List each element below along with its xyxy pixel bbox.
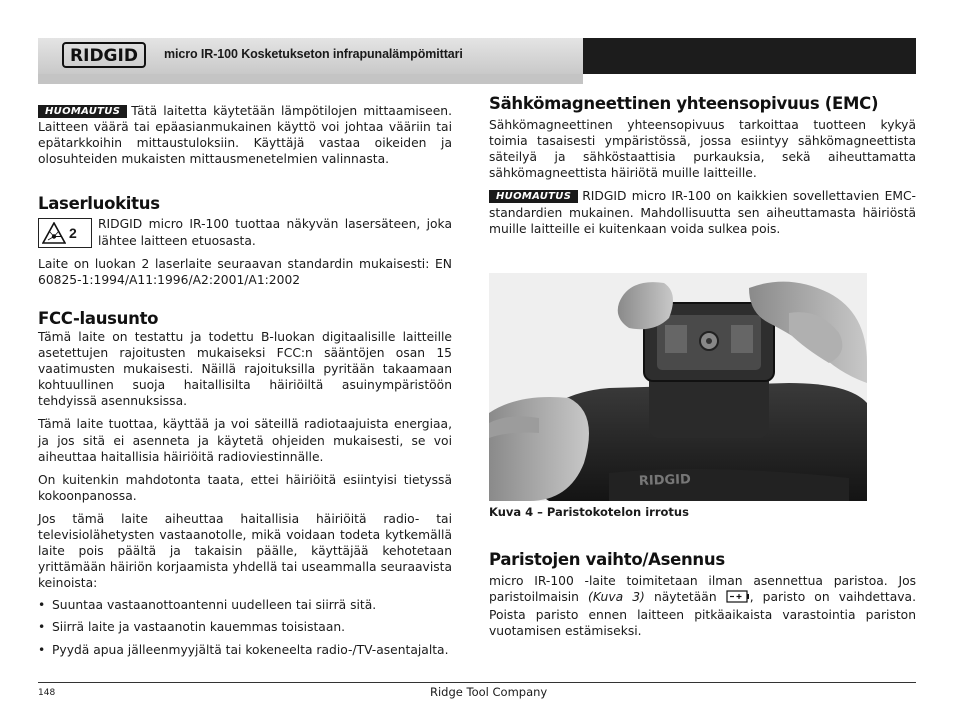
note-text: Tätä laitetta käytetään lämpötilojen mittaamiseen. Laitteen väärä tai epäasianmukainen käyttö voi johtaa vääriin tai epätarkkoihin mittaustuloksiin. Käyttäjä vastaa oikeiden ja olosuhteiden mukaisten mittausmenetelmien valinnasta. [38, 104, 452, 167]
battery-text-before: micro IR-100 -laite toimitetaan ilman asennettua paristoa. Jos paristoilmaisin [489, 574, 916, 605]
laser-text: RIDGID micro IR-100 tuottaa näkyvän lasersäteen, joka lähtee laitteen etuosasta. [98, 217, 452, 248]
battery-paragraph [489, 573, 916, 639]
ridgid-logo [62, 42, 146, 68]
laser-warning-icon [39, 220, 69, 246]
fcc-bullet-list [38, 597, 452, 657]
battery-section [489, 552, 916, 639]
emc-heading: Sähkömagneettinen yhteensopivuus (EMC) [489, 94, 879, 113]
list-item: • Siirrä laite ja vastaanotin kauemmas toisistaan. [38, 619, 452, 635]
battery-text-mid: näytetään [653, 590, 717, 605]
figure-caption: Kuva 4 – Paristokotelon irrotus [489, 505, 689, 519]
list-item: • Suuntaa vastaanottoantenni uudelleen tai siirrä sitä. [38, 597, 452, 613]
emc-paragraph: Sähkömagneettinen yhteensopivuus tarkoittaa tuotteen kykyä toimia tasaisesti ympäristössä, jossa esiintyy sähkömagneettista säteilyä ja sähköstaattisia purkauksia, sekä aiheuttamatta sähkömagneettista häiriötä muille laitteille. [489, 118, 916, 181]
laser-class-sign [38, 218, 92, 248]
header-black-block [583, 38, 916, 74]
page-number: 148 [38, 688, 56, 698]
battery-removal-illustration [489, 273, 867, 501]
laser-heading: Laserluokitus [38, 194, 160, 214]
fcc-paragraph-3: On kuitenkin mahdotonta taata, ettei häiriöitä esiintyisi tietyssä kokoonpanossa. [38, 472, 452, 503]
laser-row [38, 216, 452, 248]
footer-divider [38, 682, 916, 683]
note-badge: HUOMAUTUS [489, 190, 578, 203]
battery-text-after: , paristo on vaihdettava. Poista paristo ennen laitteen pitkäaikaista varastointia pariston vuotamisen estämiseksi. [489, 590, 916, 639]
fcc-paragraph-2: Tämä laite tuottaa, käyttää ja voi säteillä radiotaajuista energiaa, ja jos sitä ei asenneta ja käytetä ohjeiden mukaisesti, se voi aiheuttaa haitallisia häiriöitä radioviestinnälle. [38, 417, 452, 464]
laser-class-number: 2 [69, 225, 77, 242]
laser-standard: Laite on luokan 2 laserlaite seuraavan standardin mukaisesti: EN 60825-1:1994/A11:1996/A2:2001/A1:2002 [38, 256, 452, 287]
list-item: • Pyydä apua jälleenmyyjältä tai kokeneelta radio-/TV-asentajalta. [38, 642, 452, 658]
note-badge: HUOMAUTUS [38, 105, 127, 118]
figure-reference: (Kuva 3) [588, 590, 645, 605]
emc-note-paragraph [489, 188, 916, 236]
device-brand-text: RIDGID [638, 472, 692, 489]
document-title: micro IR-100 Kosketukseton infrapunalämpömittari [164, 47, 463, 61]
note-paragraph [38, 103, 452, 167]
header-underline [38, 74, 583, 84]
battery-removal-photo [489, 273, 867, 501]
battery-indicator-icon [726, 590, 750, 607]
left-column [38, 103, 452, 658]
logo-text: RIDGID [70, 46, 138, 66]
battery-heading: Paristojen vaihto/Asennus [489, 550, 725, 569]
fcc-paragraph-1: Tämä laite on testattu ja todettu B-luokan digitaalisille laitteille asetettujen rajoitusten mukaiseksi FCC:n sääntöjen osan 15 vaatimusten mukaisesti. Näillä rajoituksilla pyritään takaamaan kohtuullinen suoja haitallisilta häiriöiltä asuinympäristöön tehdyissä asennuksissa. [38, 329, 452, 409]
footer-company: Ridge Tool Company [430, 685, 548, 699]
fcc-heading: FCC-lausunto [38, 308, 159, 328]
right-column [489, 96, 916, 237]
note-text: RIDGID micro IR-100 on kaikkien sovellettavien EMC-standardien mukainen. Mahdollisuutta sen aiheuttamasta häiriöstä muille laitteille ei kuitenkaan voida sulkea pois. [489, 189, 916, 236]
fcc-paragraph-4: Jos tämä laite aiheuttaa haitallisia häiriöitä radio- tai televisiolähetysten vastaanotolle, mikä voidaan todeta kytkemällä laite pois päältä ja takaisin päälle, käyttäjää kehotetaan yrittämään häiriön korjaamista yhdellä tai useammalla seuraavista keinoista: [38, 511, 452, 591]
